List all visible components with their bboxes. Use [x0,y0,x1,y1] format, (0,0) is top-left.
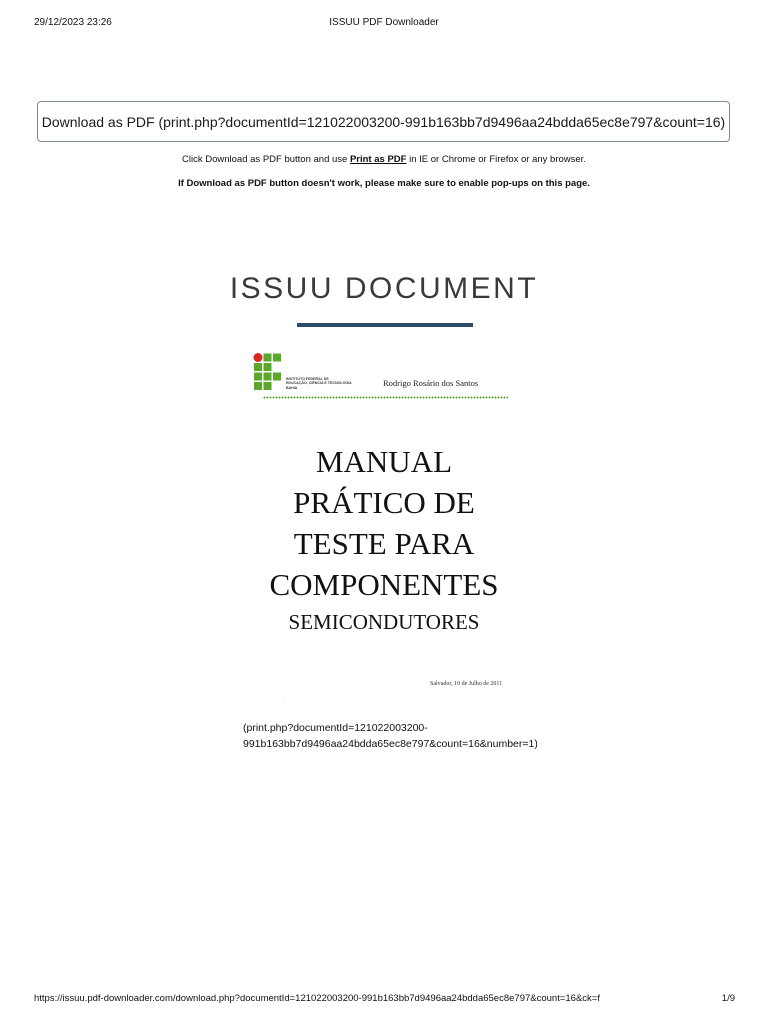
institute-logo-icon [253,353,287,393]
print-page-title: ISSUU PDF Downloader [329,17,439,28]
download-pdf-button[interactable]: Download as PDF (print.php?documentId=121022003200-991b163bb7d9496aa24bdda65ec8e797&count=16) [37,101,730,142]
cover-title [243,441,525,634]
instructions-text-before: Click Download as PDF button and use [182,154,350,165]
institution-line: EDUCAÇÃO, CIÊNCIA E TECNOLOGIA [286,381,352,386]
page-link-line: 991b163bb7d9496aa24bdda65ec8e797&count=16&number=1) [243,738,538,750]
title-line: TESTE PARA [293,526,475,561]
institution-line: INSTITUTO FEDERAL DE [286,377,329,381]
document-heading: ISSUU DOCUMENT [229,272,539,305]
download-instructions [0,154,768,165]
print-datetime: 29/12/2023 23:26 [34,17,112,28]
popup-warning: If Download as PDF button doesn't work, please make sure to enable pop-ups on this page. [178,178,590,189]
page-link[interactable] [243,720,573,752]
institution-line: BAHIA [286,385,298,390]
dotted-divider [263,396,508,399]
print-footer [0,993,768,1007]
page-mark: · [284,699,286,705]
title-line: MANUAL [315,444,453,479]
instructions-text-after: in IE or Chrome or Firefox or any browser. [406,154,586,165]
title-line: PRÁTICO DE [293,485,475,520]
heading-divider [297,323,473,327]
print-header [0,17,768,31]
cover-subtitle: SEMICONDUTORES [288,610,480,634]
print-as-pdf-link[interactable]: Print as PDF [349,154,407,165]
footer-page-number: 1/9 [721,993,735,1004]
institution-name [286,377,366,390]
author-name: Rodrigo Rosário dos Santos [383,378,479,388]
title-line: COMPONENTES [269,567,499,602]
document-cover-page[interactable] [243,345,525,710]
place-date: Salvador, 10 de Julho de 2011 [430,681,503,687]
page-link-line: (print.php?documentId=121022003200- [243,722,428,734]
footer-url: https://issuu.pdf-downloader.com/download.php?documentId=121022003200-991b163bb7d9496aa24bdda65ec8e797&count=16&ck=f [34,993,600,1004]
